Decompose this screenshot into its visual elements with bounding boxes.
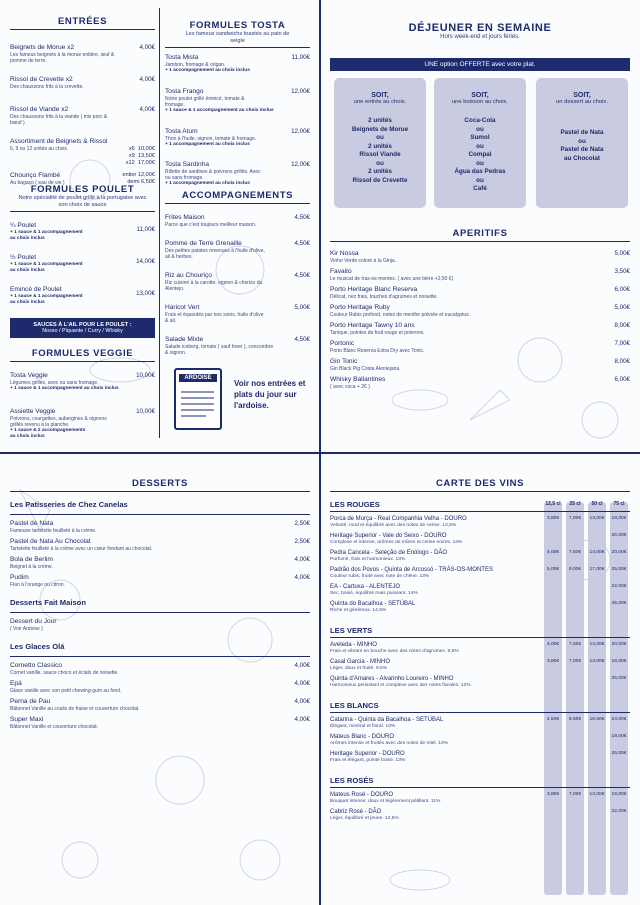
card-sub: une boisson au choix. [451,99,509,105]
item-name: Mateus Blanc - DOURO [330,734,395,740]
dessert-section-title: Les Patisseries de Chez Canelas [10,500,128,509]
veggie-section [10,348,155,448]
item-name: Tosta Mista [165,53,199,61]
item-name: Porto Heritage Tawny 10 ans [330,322,415,329]
item-name: Heritage Superior - Vale do Seixo - DOURO [330,533,447,539]
item-name: Chouriço Flambé [10,172,61,179]
item-price: 7,00€ [614,340,630,347]
vins-section [330,478,630,496]
item-desc: Vinho Verde coloré à la Ginja. [330,257,397,264]
dejeuner-banner: UNE option OFFERTE avec votre plat. [330,58,630,71]
aperitif-item [330,340,630,358]
item-name: Pudim [10,574,29,581]
wine-price: 22,00€ [611,809,627,814]
item-desc: Riche et généreux. 14,5% [330,608,387,614]
menu-item [10,372,155,402]
item-desc: Parfumé, frais et harmonieux. 13% [330,557,406,563]
menu-item [10,222,155,248]
aperitif-item [330,268,630,286]
item-name: Epá [10,680,22,687]
item-accomp: + 1 sauce & 2 accompagnements au choix inclus [10,428,86,440]
wine-section-rule [330,712,630,713]
item-desc: Bouquet intense, doux et légèrement pétillant. 11% [330,799,441,805]
item-name: Rissol de Crevette x2 [10,76,73,83]
item-desc: Flan à l'orange ou citron. [10,581,65,588]
item-price: 4,50€ [294,336,310,343]
ardoise-text: Voir nos entrées et plats du jour sur l'ardoise. [234,379,306,411]
item-desc: Des chaussons frits à la viande ( mix porc & bœuf ) [10,113,108,126]
wine-column-header: 12,5 cl [545,501,561,507]
item-name: Pedra Cancela - Seleção de Enólogo - DÃO [330,550,448,556]
item-desc: Cornet vanille, sauce choco et éclats de noisette. [10,669,119,676]
item-price: 4,50€ [294,272,310,279]
item-desc: Glace vanille avec son petit chewing-gum au fond. [10,687,122,694]
item-price: 6,00€ [614,286,630,293]
dessert-section-title: Desserts Fait Maison [10,598,86,607]
item-desc: Élégant, minéral et floral. 13% [330,724,396,730]
veggie-title: FORMULES VEGGIE [31,348,134,359]
ardoise-label: ARDOISE [179,374,217,382]
wine-price: 25,00€ [611,567,627,572]
aperitifs-list [330,250,630,394]
wine-item [330,676,630,693]
card-body: Coca-Cola ou Sumol ou Compal ou Água das Pedras ou Café [454,117,506,192]
item-name: Padrão dos Povos - Quinta de Arcossó - TRÁS-OS-MONTES [330,567,493,573]
item-name: Haricot Vert [165,304,200,311]
dessert-section-rule [10,514,310,515]
item-price: 12,00€ [291,160,310,168]
item-accomp: + 1 accompagnement au choix inclus [165,67,250,73]
item-name: Assiette Veggie [10,408,56,415]
wine-section-rule [330,787,630,788]
item-desc: Riz cuisiné à la carotte, oignon & chorizo du Alentejo. [165,279,263,292]
item-name: Tosta Frango [165,87,204,95]
item-desc: Rillette de sardines & poivrons grillés. Avec ou sans fromage. [165,168,261,181]
item-desc: Délicat, nez frais, touches d'agrumes et noisette. [330,293,438,300]
item-desc: Parce que c'est toujours meilleur maison. [165,221,257,228]
item-name: Tosta Sardinha [165,160,209,168]
item-price: 4,00€ [139,76,155,83]
item-desc: Frais et vibrant en bouche avec des notes d'agrumes. 9,5% [330,649,459,655]
item-name: Super Maxi [10,716,44,723]
item-desc: Salade iceberg, tomate ( sauf hiver ), concombre & oignon. [165,343,274,356]
item-desc: Léger, équilibré et jeune. 12,5% [330,816,399,822]
dejeuner-title: DÉJEUNER EN SEMAINE [408,22,552,34]
item-price: 4,00€ [139,106,155,113]
tosta-rule [165,47,310,48]
wine-price: 17,00€ [589,567,605,572]
menu-item [165,128,310,155]
item-desc: ( Voir Ardoise ) [10,625,43,632]
dessert-item [10,662,310,680]
wine-price: 22,00€ [611,584,627,589]
item-price: 2,50€ [294,520,310,527]
menu-item [165,336,310,362]
wine-column-header: 25 cl [569,501,581,507]
item-desc: Sec, boisé, équilibré mais puissant. 14% [330,591,418,597]
poulet-subtitle: Notre spécialité de poulet grillé à la portugaise avec son choix de sauce [18,195,147,208]
wine-price: 3,80€ [546,516,560,521]
card-sub: un dessert au choix. [556,99,608,105]
wine-item [330,734,630,751]
entrees-section [10,16,155,200]
item-accomp: + 1 sauce & 1 accompagnement au choix inclus [10,261,83,273]
desserts-title: DESSERTS [131,478,188,489]
item-name: Cornetto Classico [10,662,63,669]
wine-column-header: 75 cl [613,501,625,507]
item-price: 5,00€ [294,304,310,311]
item-name: Heritage Superior - DOURO [330,751,405,757]
aperitifs-rule [330,241,630,242]
item-name: Portonic [330,340,355,347]
menu-item [165,161,310,191]
item-desc: Harmonieux persistant et complexe avec des notes florales. 12% [330,683,471,689]
entrees-title: ENTRÉES [57,16,108,27]
menu-item [10,408,155,442]
item-price: 5,00€ [614,304,630,311]
item-name: Frites Maison [165,214,205,221]
item-accomp: + 1 accompagnement au choix inclus [165,141,250,147]
wine-price: 9,00€ [568,567,582,572]
menu-item [165,304,310,330]
menu-item [165,54,310,82]
item-desc: Tanique, pointes de fruit rouge et poivrons. [330,329,425,336]
item-name: Beignets de Morue x2 [10,44,75,51]
item-desc: Légumes grillés, avec ou sans fromage. [10,379,99,386]
wine-price: 19,00€ [611,734,627,739]
chalkboard-icon [176,386,220,426]
item-price: 2,50€ [294,538,310,545]
menu-item [10,76,155,100]
wine-price: 7,00€ [568,792,582,797]
item-accomp: + 1 sauce & 1 accompagnement au choix inclus [10,229,83,241]
wine-section-title: LES ROSÉS [330,776,374,785]
wine-price: 24,00€ [611,717,627,722]
card-body: Pastel de Nata ou Pastel de Nata au Chocolat [560,129,604,162]
item-desc: Notre poulet grillé émincé, tomate & fromage. [165,95,245,108]
wine-price: 4,00€ [546,642,560,647]
card-sub: une entrée au choix. [353,99,407,105]
wine-price: 13,00€ [589,659,605,664]
item-desc: Fameuse tartelette feuilleté à la crème. [10,527,97,534]
wine-price: 13,00€ [589,792,605,797]
wine-column-header: 50 cl [591,501,603,507]
wine-price: 8,50€ [568,717,582,722]
dejeuner-section [330,22,630,71]
poulet-rule [10,211,155,212]
poulet-title: FORMULES POULET [30,184,135,195]
menu-item [10,138,155,166]
wine-price: 7,00€ [568,659,582,664]
aperitif-item [330,250,630,268]
item-name: Tosta Atum [165,127,198,135]
item-desc: Frais et élégant, pointe boisé. 13% [330,758,406,764]
aperitif-item [330,358,630,376]
item-price: 4,00€ [294,556,310,563]
accomp-rule [165,203,310,204]
wine-price: 7,50€ [568,550,582,555]
item-desc: Arômes intense et fruités avec des notes de miel. 10% [330,741,448,747]
dessert-item [10,574,310,592]
item-desc: Bâtonnet Vanille et couverture chocolat. [10,723,99,730]
wine-price: 14,00€ [589,550,605,555]
card-head: SOIT, [471,92,489,99]
wine-item [330,550,630,567]
tosta-title: FORMULES TOSTA [189,20,286,31]
accomp-title: ACCOMPAGNEMENTS [181,190,294,201]
wine-price: 4,50€ [546,717,560,722]
item-price: 11,00€ [291,53,310,61]
wine-price: 26,00€ [611,751,627,756]
wine-section-rule [330,637,630,638]
wine-price: 16,50€ [589,717,605,722]
item-desc: Des chaussons frits à la crevette. [10,83,84,90]
dessert-section-rule [10,612,310,613]
card-head: SOIT, [573,92,591,99]
item-accomp: + 1 sauce & 1 accompagnement au choix inclus [165,108,274,114]
item-price: 4,50€ [294,240,310,247]
wine-price: 26,00€ [611,533,627,538]
wine-price: 5,00€ [546,567,560,572]
item-name: Bola de Berlim [10,556,53,563]
poulet-section [10,184,155,338]
item-price: 10,00€ [136,408,155,415]
card-head: SOIT, [371,92,389,99]
vins-rule [330,491,630,492]
item-price: 3,50€ [614,268,630,275]
item-name: Rissol de Viande x2 [10,106,69,113]
item-price: 12,00€ [291,87,310,95]
item-name: Porto Heritage Ruby [330,304,390,311]
wine-item [330,533,630,550]
menu-item [10,44,155,70]
item-accomp: + 1 sauce & 1 accompagnement au choix inclus [10,293,83,305]
wine-price: 7,00€ [568,516,582,521]
aperitifs-section [330,228,630,394]
offer-card-boisson [434,78,526,208]
offer-card-dessert [536,78,628,208]
sauces-list: Nosso / Piquante / Curry / Whisky [42,327,123,334]
wine-price: 19,00€ [611,792,627,797]
item-name: Mateus Rosé - DOURO [330,792,394,798]
wine-price: 3,80€ [546,792,560,797]
aperitif-item [330,286,630,304]
dessert-item [10,680,310,698]
item-price: 4,00€ [294,662,310,669]
item-desc: Des petites patates revenues à l'huile d'olive, ail & herbes. [165,247,265,260]
item-name: Kir Nossa [330,250,359,257]
wine-price: 14,00€ [589,642,605,647]
item-price: 8,00€ [614,322,630,329]
item-name: Tosta Veggie [10,372,48,379]
item-desc: Beignet à la crème. [10,563,54,570]
tosta-subtitle: Les fameux sandwichs toastés au pain de seigle [185,31,290,44]
item-desc: Gin Black Pig Costa Alentejana. [330,365,401,372]
wine-item [330,792,630,809]
wine-price: 18,00€ [611,516,627,521]
item-price: 4,00€ [294,698,310,705]
item-desc: Couleur rubis, fruité avec note de chêne. 13% [330,574,430,580]
dessert-item [10,716,310,734]
item-name: Quinta d'Amares - Alvarinho Loureiro - MINHO [330,676,454,682]
wine-section-title: LES VERTS [330,626,373,635]
item-desc: Poivrons, courgettes, aubergines & oignons grillés revenu à la planche. [10,415,107,428]
item-desc: Bâtonnet Vanille au coulis de fraise et couverture chocolat. [10,705,140,712]
wine-price: 4,00€ [546,550,560,555]
item-name: Pomme de Terre Grenaille [165,240,242,247]
item-name: Catarina - Quinta da Bacalhoa - SETÚBAL [330,717,444,723]
aperitif-item [330,304,630,322]
item-name: Aveleda - MINHO [330,642,377,648]
item-name: Salade Mixte [165,336,204,343]
item-name: ½ Poulet [10,253,37,261]
dessert-section-title: Les Glaces Olá [10,642,65,651]
wine-item [330,809,630,826]
item-price: 11,00€ [136,225,155,233]
item-name: Porca de Murça - Real Companhia Velha - DOURO [330,516,467,522]
desserts-section [10,478,310,734]
menu-item [10,106,155,132]
wine-price: 3,80€ [546,659,560,664]
veggie-rule [10,361,155,362]
card-body: 2 unités Beignets de Morue ou 2 unités Rissol Viande ou 2 unités Rissol de Crevette [351,117,409,184]
ardoise-board [174,368,222,430]
column-divider-top-left [159,8,160,438]
item-price: 4,00€ [294,574,310,581]
item-price: 6,00€ [614,376,630,383]
item-accomp: + 1 sauce & 1 accompagnement au choix inclus [10,386,119,391]
item-desc: Velouté, rond et équilibré avec des notes de cerise. 13,5% [330,523,457,529]
menu-item [10,286,155,312]
menu-item [165,88,310,122]
wine-section-title: LES ROUGES [330,500,380,509]
wine-item [330,584,630,601]
item-price: 8,00€ [614,358,630,365]
wine-item [330,659,630,676]
item-accomp: + 1 accompagnement au choix inclus [165,181,250,187]
aperitifs-title: APERITIFS [452,228,508,239]
item-name: Pastel de Nata [10,520,54,527]
item-price: 14,00€ [136,257,155,265]
item-name: EA - Cartuxa - ALENTEJO [330,584,401,590]
wine-section-rule [330,511,630,512]
dessert-item [10,698,310,716]
item-name: Cabriz Rosé - DÃO [330,809,382,815]
item-desc: Porto Blanc Reserva Extra Dry avec Tonic. [330,347,425,354]
offer-card-entree [334,78,426,208]
wine-price: 20,00€ [611,642,627,647]
wine-item [330,567,630,584]
item-price: 4,00€ [139,44,155,51]
item-name: Gin Tonic [330,358,358,365]
item-desc: Au bagaço ( eau de vie ) [10,179,65,186]
horizontal-divider [0,452,640,454]
item-name: ¼ Poulet [10,221,37,229]
wine-item [330,751,630,768]
item-desc: Couleur Rubis profond, notes de menthe poivrée et eucalyptus. [330,311,471,318]
item-desc: Les fameux beignets à la morue entière, œuf & pomme de terre. [10,51,115,64]
sauces-title: SAUCES À L'AIL POUR LE POULET : [33,321,132,328]
item-desc: Léger, doux et fruité. 9,5% [330,666,388,672]
item-name: Emincé de Poulet [10,285,62,293]
item-desc: Jambon, fromage & origan. [165,61,226,68]
dessert-item [10,538,310,556]
sauces-box [10,318,155,338]
wine-section-title: LES BLANCS [330,701,379,710]
item-name: Pastel de Nata Au Chocolat [10,538,91,545]
wine-item [330,717,630,734]
item-desc: Thon à l'huile, oignon, tomate & fromage. [165,135,257,142]
wine-price: 13,00€ [589,516,605,521]
item-desc: Frais et équeutés par nos soins, huile d'olive & ail. [165,311,264,324]
item-price: 5,00€ [614,250,630,257]
wine-price: 18,00€ [611,659,627,664]
menu-item [10,254,155,280]
wine-price: 7,50€ [568,642,582,647]
item-name: Casal Garcia - MINHO [330,659,391,665]
item-name: Porto Heritage Blanc Reserva [330,286,418,293]
item-name: Whisky Ballantines [330,376,386,383]
item-price: 4,00€ [294,680,310,687]
item-desc: Le muscat de tras-os-montes. ( avec une bière +2,50 €) [330,275,454,282]
wine-item [330,642,630,659]
item-name: Quinta do Bacalhoa - SETÚBAL [330,601,416,607]
item-name: Dessert du Jour [10,618,57,625]
item-prices: x6 10,00€ x9 13,50€ x12 17,00€ [125,146,155,166]
wine-item [330,516,630,533]
item-name: Riz au Chouriço [165,272,212,279]
item-price: 13,00€ [136,289,155,297]
item-name: Perna de Pau [10,698,51,705]
wine-price: 20,00€ [611,550,627,555]
menu-item [165,240,310,266]
item-desc: Complexe et intense, arômes de mûres et cerise noires. 14% [330,540,463,546]
menu-item [165,214,310,234]
aperitif-item [330,376,630,394]
dessert-item [10,618,310,636]
item-price: 4,50€ [294,214,310,221]
item-desc: ( avec coca + 2€ ) [330,383,370,390]
wine-item [330,601,630,618]
wine-price: 45,00€ [611,601,627,606]
dejeuner-subtitle: Hors week-end et jours fériés. [440,34,520,40]
item-desc: 6, 9 ou 12 unités au choix. [10,145,69,152]
wine-price: 25,00€ [611,676,627,681]
accomp-section [165,190,310,368]
item-price: 12,00€ [291,127,310,135]
aperitif-item [330,322,630,340]
item-desc: Tartelette feuilleté à la crème avec un cœur fondant au chocolat. [10,545,153,552]
item-price: 10,00€ [136,372,155,379]
item-prices: entier 12,00€ demi 6,50€ [122,172,155,185]
dessert-section-rule [10,656,310,657]
menu-item [165,272,310,298]
desserts-list [10,500,310,734]
item-price: 4,00€ [294,716,310,723]
dessert-item [10,520,310,538]
vins-title: CARTE DES VINS [435,478,525,489]
desserts-rule [10,491,310,492]
entrees-rule [10,29,155,30]
tosta-section [165,20,310,197]
item-name: Assortiment de Beignets & Rissol [10,138,108,145]
dessert-item [10,556,310,574]
item-name: Favaito [330,268,352,275]
